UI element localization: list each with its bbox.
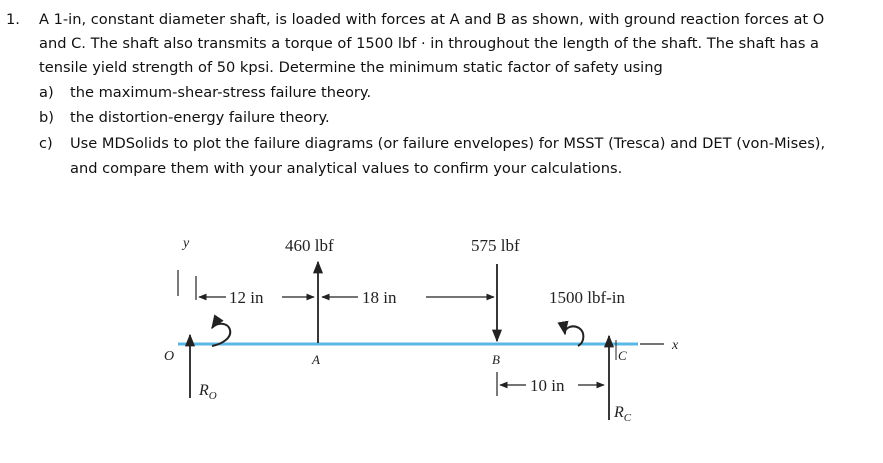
point-a-label: A xyxy=(312,352,320,367)
part-c-text-1: Use MDSolids to plot the failure diagrams (or failure envelopes) for MSST (Tresca) and DET (von-Mises), xyxy=(70,135,826,152)
problem-line-1: A 1-in, constant diameter shaft, is loaded with forces at A and B as shown, with ground reaction forces at O xyxy=(39,11,825,28)
reaction-o-label: $R_O$ xyxy=(199,382,217,402)
problem-line-2: and C. The shaft also transmits a torque of 1500 lbf · in throughout the length of the shaft. The shaft has a xyxy=(39,35,820,52)
part-b-label: b) xyxy=(39,109,54,126)
part-a-text: the maximum-shear-stress failure theory. xyxy=(70,84,372,101)
point-o-label: O xyxy=(164,349,175,364)
y-axis-label: y xyxy=(183,236,190,251)
force-b-label: 575 lbf xyxy=(471,236,520,255)
x-axis-label: x xyxy=(672,338,679,353)
part-b-text: the distortion-energy failure theory. xyxy=(70,109,330,126)
part-c-text-2: and compare them with your analytical values to confirm your calculations. xyxy=(70,160,623,177)
dim-oa-label: 12 in xyxy=(229,288,264,307)
torque-label: 1500 lbf-in xyxy=(549,288,626,307)
part-c-label: c) xyxy=(39,135,53,152)
problem-line-3: tensile yield strength of 50 kpsi. Determine the minimum static factor of safety using xyxy=(39,59,663,76)
point-b-label: B xyxy=(492,352,500,367)
dim-bc-label: 10 in xyxy=(530,376,565,395)
reaction-c-label: $R_C$ xyxy=(614,404,632,424)
dim-ab-label: 18 in xyxy=(362,288,397,307)
problem-number: 1. xyxy=(6,11,20,28)
point-c-label: C xyxy=(618,348,627,363)
part-a-label: a) xyxy=(39,84,54,101)
force-a-label: 460 lbf xyxy=(285,236,334,255)
